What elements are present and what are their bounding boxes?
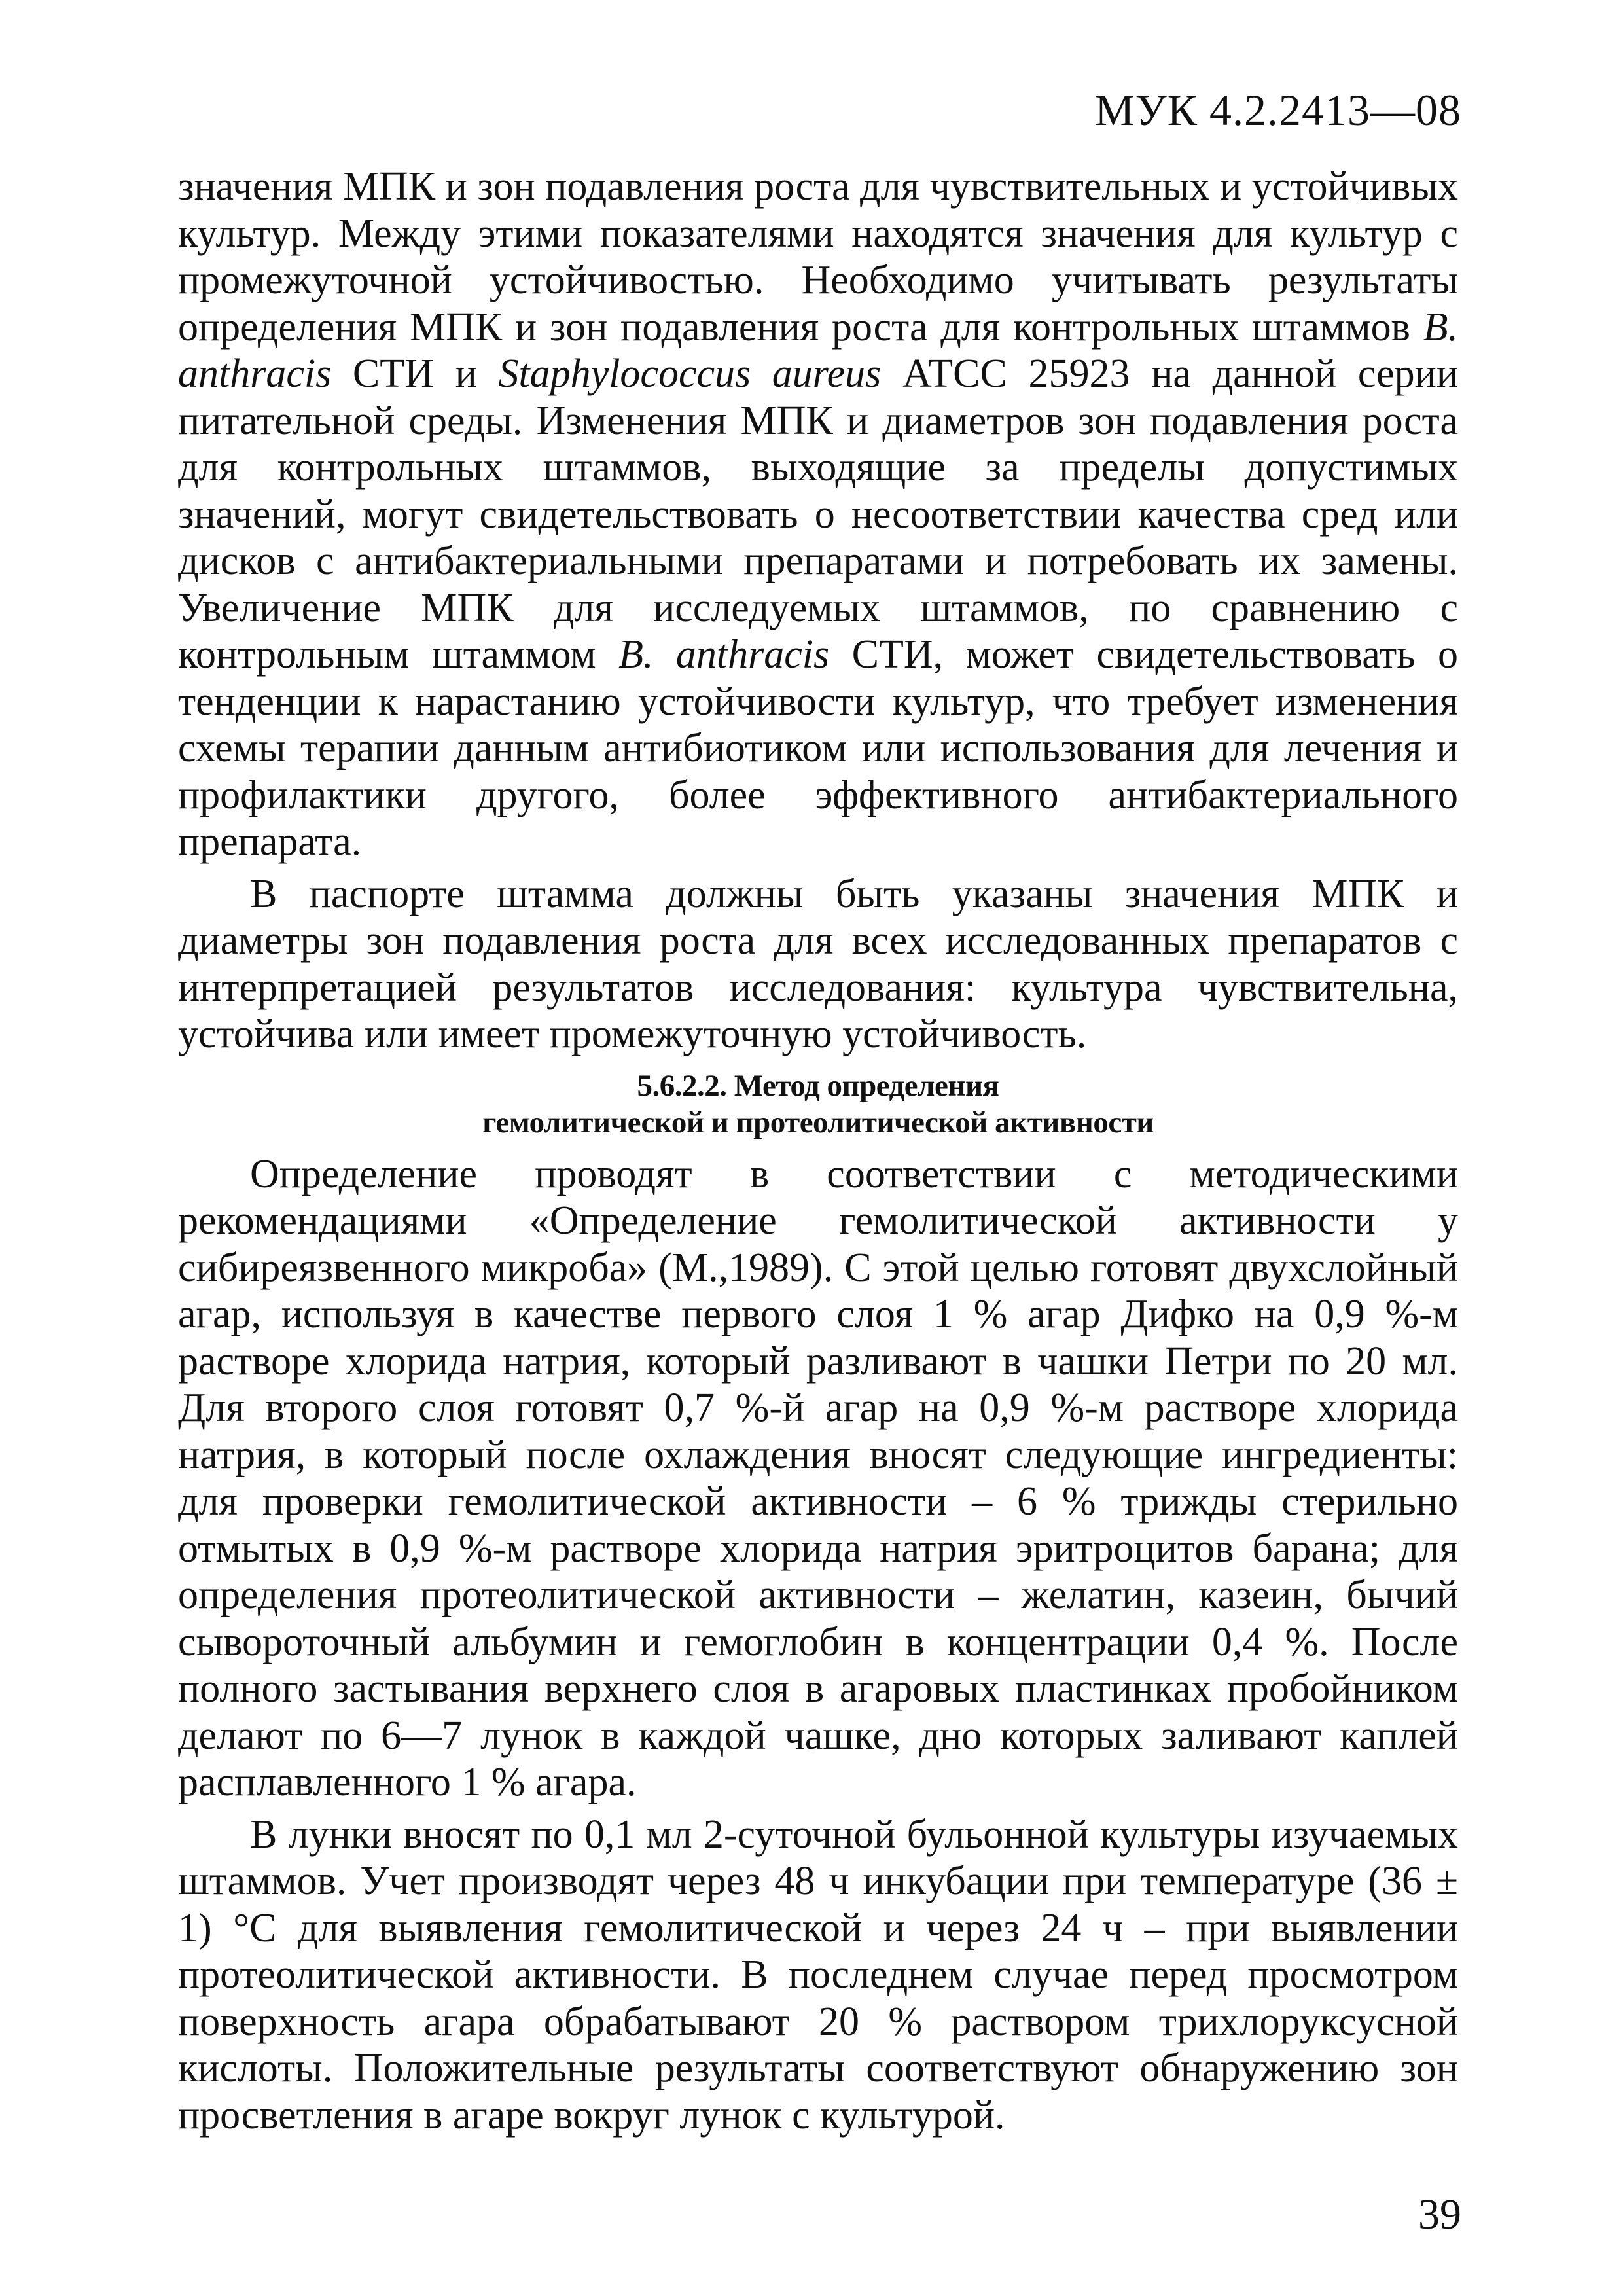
species-name: B. anthracis <box>178 304 1458 396</box>
section-heading-line: 5.6.2.2. Метод определения <box>637 1068 999 1103</box>
body-paragraph <box>178 871 1458 1058</box>
body-paragraph <box>178 1151 1458 1806</box>
body-paragraph <box>178 164 1458 866</box>
page-body <box>178 164 1458 2139</box>
page-number: 39 <box>1418 2191 1461 2238</box>
section-heading <box>178 1067 1458 1141</box>
text-run: В лунки вносят по 0,1 мл 2-суточной бульонной культуры изучаемых штаммов. Учет производят через 48 ч инкубации при температуре (36 ± 1) °С для выявления гемолитической и через 24 ч – при выявлении протеолитической активности. В последнем случае перед просмотром поверхность агара обрабатывают 20 % раствором трихлоруксусной кислоты. Положительные результаты соответствуют обнаружению зон просветления в агаре вокруг лунок с культурой. <box>178 1812 1458 2138</box>
document-code: МУК 4.2.2413—08 <box>1095 85 1461 135</box>
text-run: значения МПК и зон подавления роста для чувствительных и устойчивых культур. Между этими показателями находятся значения для культур с промежуточной устойчивостью. Необходимо учитывать результаты определения МПК и зон подавления роста для контрольных штаммов <box>178 164 1458 350</box>
species-name: Staphylococcus aureus <box>498 351 882 396</box>
text-run: СТИ и <box>331 351 499 396</box>
species-name: B. anthracis <box>618 632 830 677</box>
body-paragraph <box>178 1812 1458 2140</box>
text-run: СТИ, может свидетельствовать о тенденции к нарастанию устойчивости культур, что требует изменения схемы терапии данным антибиотиком или использования для лечения и профилактики другого, более эффективного антибактериального препарата. <box>178 632 1458 864</box>
text-run: Определение проводят в соответствии с методическими рекомендациями «Определение гемолитической активности у сибиреязвенного микроба» (М.,1989). С этой целью готовят двухслойный агар, используя в качестве первого слоя 1 % агар Дифко на 0,9 %-м растворе хлорида натрия, который разливают в чашки Петри по 20 мл. Для второго слоя готовят 0,7 %-й агар на 0,9 %-м растворе хлорида натрия, в который после охлаждения вносят следующие ингредиенты: для проверки гемолитической активности – 6 % трижды стерильно отмытых в 0,9 %-м растворе хлорида натрия эритроцитов барана; для определения протеолитической активности – желатин, казеин, бычий сывороточный альбумин и гемоглобин в концентрации 0,4 %. После полного застывания верхнего слоя в агаровых пластинках пробойником делают по 6—7 лунок в каждой чашке, дно которых заливают каплей расплавленного 1 % агара. <box>178 1151 1458 1804</box>
text-run: В паспорте штамма должны быть указаны значения МПК и диаметры зон подавления роста для всех исследованных препаратов с интерпретацией результатов исследования: культура чувствительна, устойчива или имеет промежуточную устойчивость. <box>178 871 1458 1056</box>
section-heading-line: гемолитической и протеолитической активности <box>482 1105 1154 1139</box>
text-run: АТСС 25923 на данной серии питательной среды. Изменения МПК и диаметров зон подавления роста для контрольных штаммов, выходящие за пределы допустимых значений, могут свидетельствовать о несоответствии качества сред или дисков с антибактериальными препаратами и потребовать их замены. Увеличение МПК для исследуемых штаммов, по сравнению с контрольным штаммом <box>178 351 1459 677</box>
